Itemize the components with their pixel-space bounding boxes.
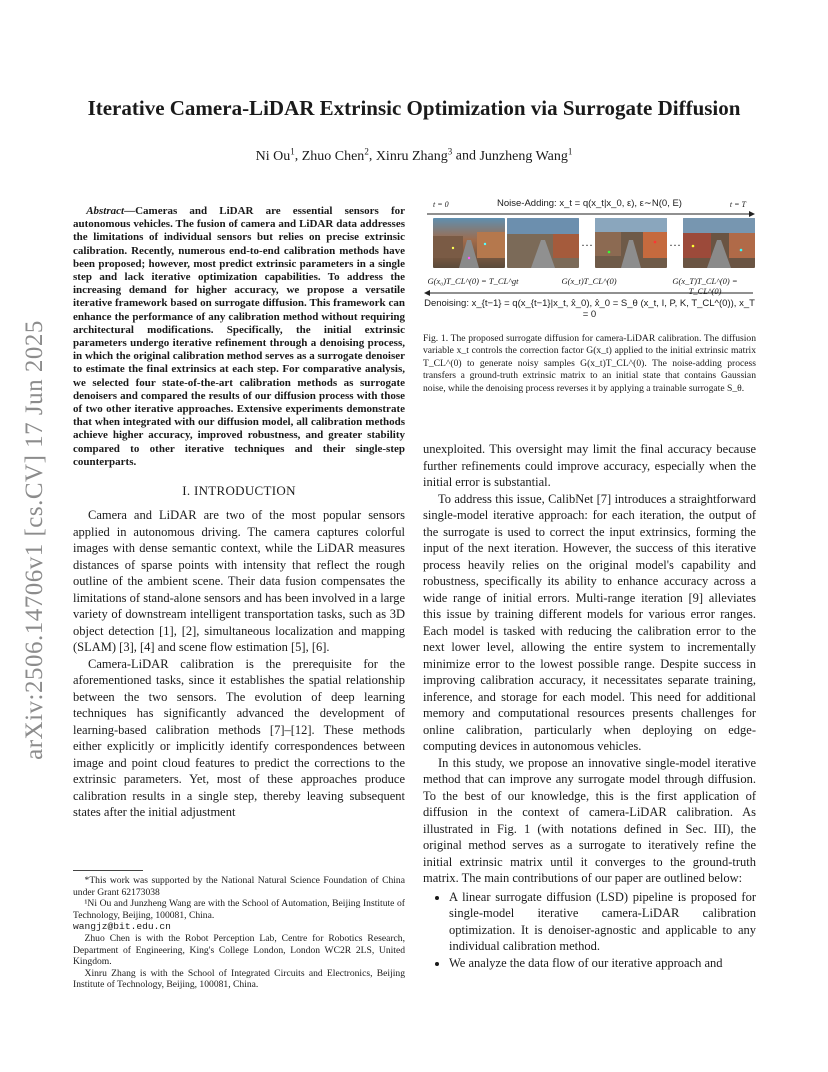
abstract: Abstract—Cameras and LiDAR are essential sensors for autonomous vehicles. The fusion of camera and LiDAR data addresses the limitations of individual sensors but relies on precise extrinsic calibration. Recently, numerous end-to-end calibration methods have been proposed; however, most predict extrinsic parameters in a single step and lack iterative optimization capabilities. To address the increasing demand for higher accuracy, we propose a versatile iterative framework based on surrogate diffusion. This framework can enhance the performance of any calibration method without requiring architectural modifications. Specifically, the initial extrinsic parameters undergo iterative refinement through a denoising process, in which the original calibration method serves as a surrogate denoiser to estimate the final extrinsics at each step. For comparative analysis, we selected four state-of-the-art calibration methods as surrogate denoisers and compared the results of our diffusion process with those of two other iterative approaches. Extensive experiments demonstrate that when integrated with our diffusion model, all calibration methods achieve higher accuracy, improved robustness, and greater stability compared to other iterative techniques and their single-step counterparts. bbox=[73, 205, 405, 468]
contributions-list bbox=[423, 889, 756, 972]
contribution-item: • We analyze the data flow of our iterative approach and bbox=[449, 955, 756, 972]
footnotes bbox=[73, 870, 405, 991]
footnote-affiliation-3: Xinru Zhang is with the School of Integrated Circuits and Electronics, Beijing Institute of Technology, Beijing, 100081, China. bbox=[73, 967, 405, 991]
right-paragraph-2: To address this issue, CalibNet [7] introduces a straightforward single-model iterative approach: for each iteration, the output of the surrogate is used to correct the input extrinsics, forming the input of the next iteration. However, the success of this iterative process heavily relies on the original model's capability and robustness, specifically its ability to enhance accuracy across a wide range of initial errors. Multi-range iteration [9] alleviates this issue by training different models for various error ranges. Each model is tasked with reducing the calibration error to the next lower level, allowing the entire system to incrementally minimize error to the lowest possible range. Despite success in improving calibration accuracy, it necessitates separate training, inference, and storage for each model. This need for additional memory and computational resources presents challenges for online calibration, particularly when deploying on edge-computing devices in autonomous vehicles. bbox=[423, 491, 756, 753]
figure-scene-image-4 bbox=[683, 218, 755, 268]
right-paragraph-1: unexploited. This oversight may limit the final accuracy because further refinements could improve accuracy, especially when the initial error is substantial. bbox=[423, 442, 756, 489]
arxiv-identifier: arXiv:2506.14706v1 [cs.CV] 17 Jun 2025 bbox=[21, 320, 48, 760]
footnote-email: wangjz@bit.edu.cn bbox=[73, 921, 171, 933]
paper-title: Iterative Camera-LiDAR Extrinsic Optimization via Surrogate Diffusion bbox=[87, 96, 741, 120]
author-1: Ni Ou$^1$ bbox=[255, 146, 295, 164]
left-column bbox=[73, 205, 405, 821]
figure-1 bbox=[423, 198, 756, 318]
figure-noise-adding-label: Noise-Adding: x_t = q(x_t|x_0, ε), ε∼N(0, E) bbox=[497, 198, 682, 209]
author-3: Xinru Zhang$^3$ bbox=[375, 146, 453, 164]
author-4: Junzheng Wang$^1$ bbox=[479, 146, 573, 164]
figure-gt-label: G(x₀)T_CL^(0) = T_CL^gt bbox=[427, 276, 519, 286]
footnote-funding: *This work was supported by the National Natural Science Foundation of China under Grant 62173038 bbox=[73, 875, 405, 898]
figure-tT-label: t = T bbox=[729, 200, 746, 209]
right-paragraph-3: In this study, we propose an innovative single-model iterative method that can improve any surrogate model through diffusion. To the best of our knowledge, this is the first application of diffusion in the context of camera-LiDAR calibration. As illustrated in Fig. 1 (with notations defined in Sec. III), the original method serves as a surrogate to iteratively refine the initial extrinsic matrix until it converges to the ground-truth matrix. The main contributions of our paper are outlined below: bbox=[423, 755, 756, 885]
arxiv-sidebar bbox=[20, 300, 50, 780]
right-column bbox=[423, 441, 756, 971]
figure-1-caption: Fig. 1. The proposed surrogate diffusion for camera-LiDAR calibration. The diffusion variable x_t controls the correction factor G(x_t) applied to the initial extrinsic matrix T_CL^(0) to generate noisy samples G(x_t)T_CL^(0). The noise-adding process transfers a ground-truth extrinsic matrix to an initial state that contains Gaussian noise, while the denoising process reverses it by applying a trainable surrogate S_θ. bbox=[423, 333, 756, 394]
author-list: Ni Ou$^1$, Zhuo Chen$^2$, Xinru Zhang$^3$ and Junzheng Wang$^1$ bbox=[255, 146, 573, 164]
section-heading-introduction: I. INTRODUCTION bbox=[182, 483, 296, 499]
figure-scene-image-2 bbox=[507, 218, 579, 268]
figure-t0-label: t = 0 bbox=[433, 200, 449, 209]
footnote-affiliation-1: ¹Ni Ou and Junzheng Wang are with the School of Automation, Beijing Institute of Technology, Beijing, 100081, China. bbox=[73, 898, 405, 921]
figure-scene-image-1 bbox=[433, 218, 505, 268]
author-2: Zhuo Chen$^2$ bbox=[301, 146, 369, 164]
figure-init-label: G(x_T)T_CL^(0) = T_CL^(0) bbox=[672, 276, 738, 296]
figure-reverse-arrow-icon bbox=[423, 289, 756, 297]
figure-scene-image-3 bbox=[595, 218, 667, 268]
footnote-rule bbox=[73, 870, 143, 871]
contribution-item: • A linear surrogate diffusion (LSD) pipeline is proposed for single-model iterative camera-LiDAR calibration optimization. It is denoiser-agnostic and applicable to any individual calibration method. bbox=[449, 889, 756, 955]
intro-paragraph-2: Camera-LiDAR calibration is the prerequisite for the aforementioned tasks, since it establishes the spatial relationship between the two sensors. The evolution of deep learning techniques has significantly advanced the development of learning-based calibration methods [7]–[12]. These methods either explicitly or implicitly identify correspondences between image and point cloud features to predict the corrections to the extrinsic parameters. Yet, most of these approaches produce calibration results in a single step, thereby leaving subsequent states after the initial adjustment bbox=[73, 656, 405, 820]
intro-paragraph-1: Camera and LiDAR are two of the most popular sensors applied in autonomous driving. The camera captures colorful images with dense semantic context, while the LiDAR measures distances of sparse points with intensity that reflect the rough outline of the ambient scene. Their data fusion compensates the limitations of stand-alone sensors and has been involved in a large variety of downstream intelligent transportation tasks, such as 3D object detection [1], [2], simultaneous localization and mapping (SLAM) [3], [4] and scene flow estimation [5], [6]. bbox=[73, 508, 405, 655]
figure-denoising-label: Denoising: x_{t−1} = q(x_{t−1}|x_t, x̂_0), x̂_0 = S_θ (x_t, I, P, K, T_CL^(0)), x_T = 0 bbox=[424, 298, 755, 320]
figure-ellipsis-2: ··· bbox=[669, 238, 681, 252]
figure-forward-arrow-icon bbox=[423, 210, 756, 218]
footnote-affiliation-2: Zhuo Chen is with the Robot Perception Lab, Centre for Robotics Research, Department of Engineering, King's College London, London WC2R 2LS, United Kingdom. bbox=[73, 932, 405, 968]
figure-ellipsis-1: ··· bbox=[581, 238, 593, 252]
figure-noisy-label: G(x_t)T_CL^(0) bbox=[561, 276, 617, 286]
